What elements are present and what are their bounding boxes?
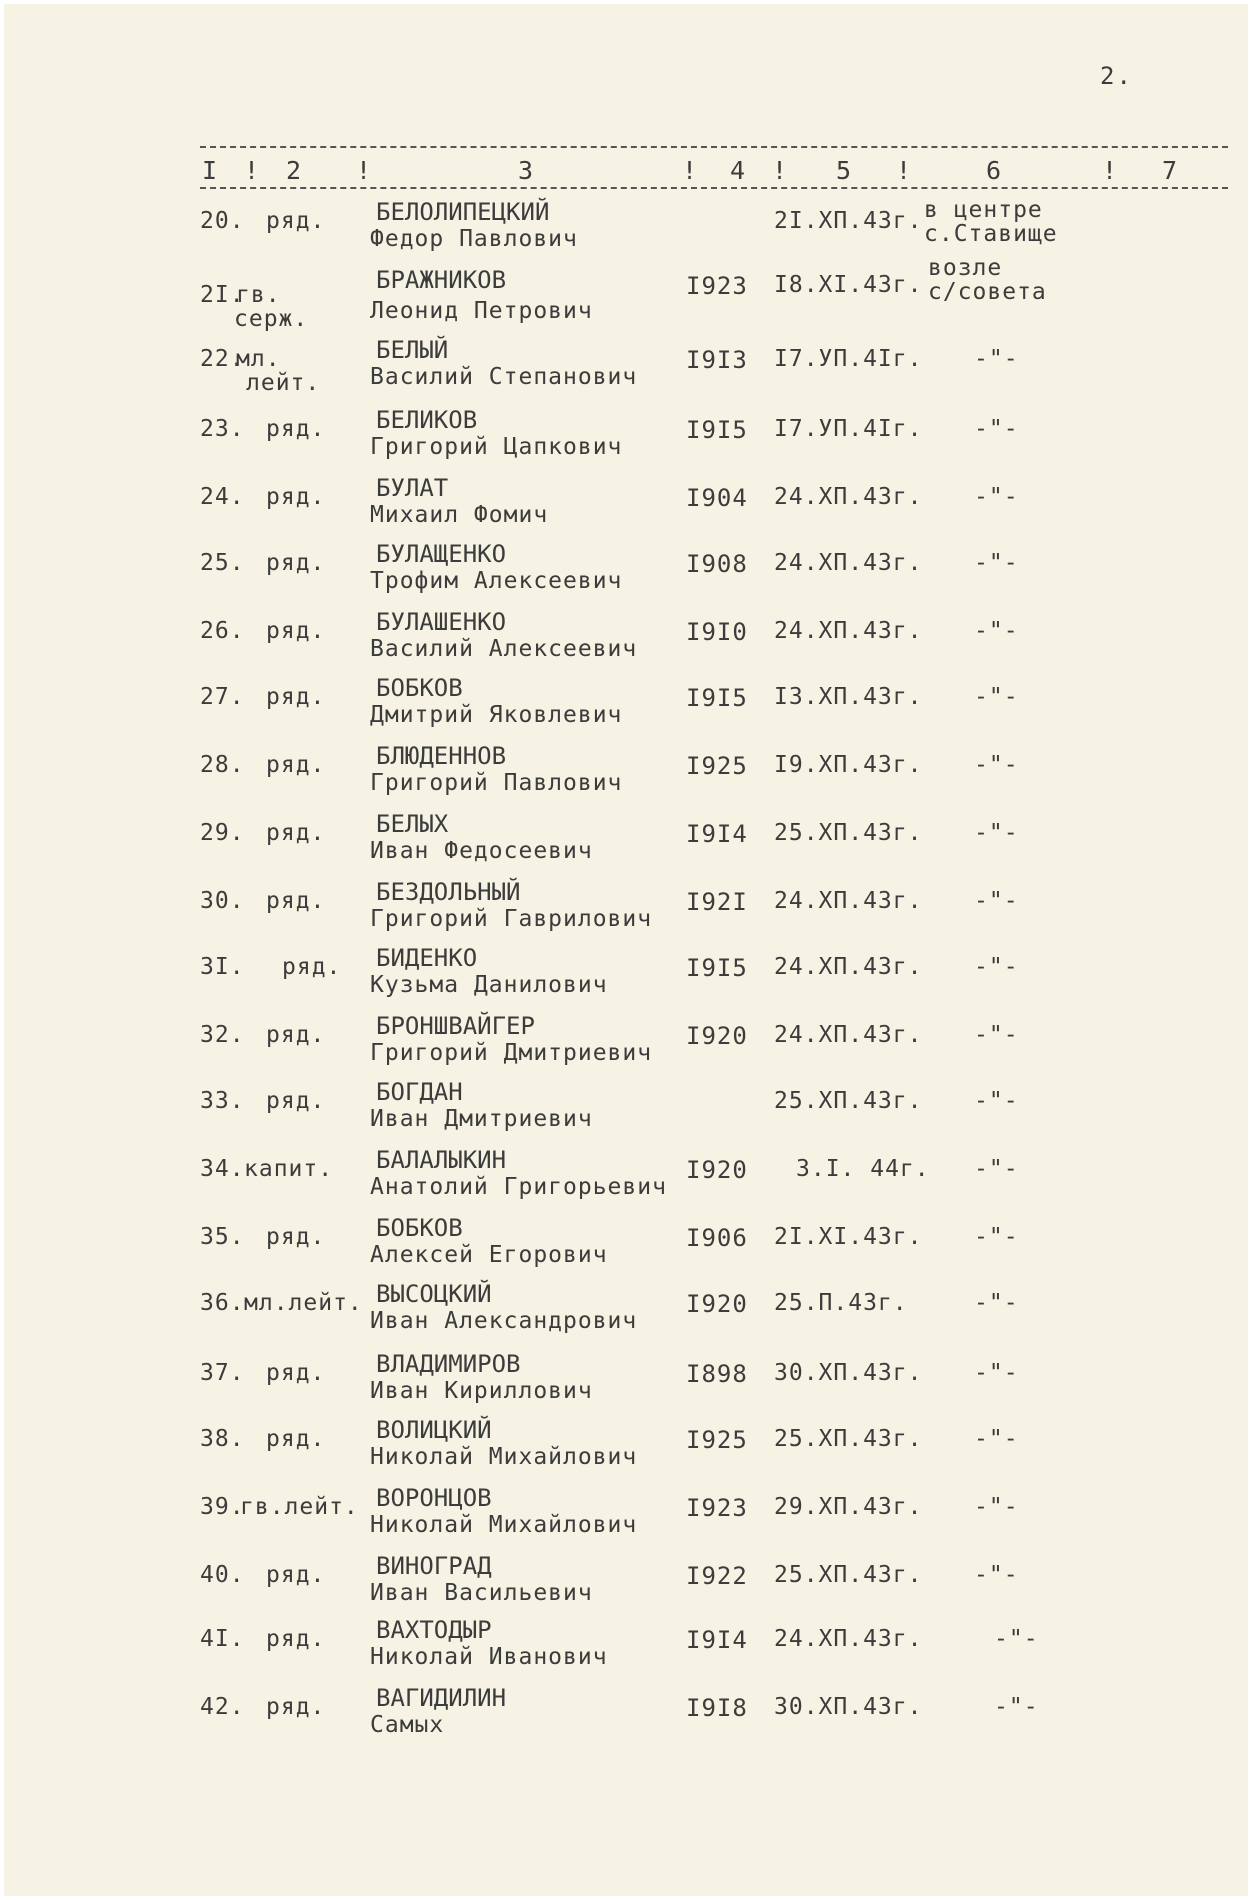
rank: ряд. [266, 1562, 326, 1588]
given-name: Василий Степанович [370, 364, 638, 390]
rank: ряд. [266, 484, 326, 510]
surname: БЛЮДЕННОВ [376, 742, 507, 770]
table-row [4, 540, 1248, 604]
table-row [4, 1350, 1248, 1414]
birth-year: I922 [686, 1562, 748, 1590]
rank: ряд. [266, 820, 326, 846]
row-number: 36. [200, 1290, 245, 1316]
surname: БУЛАЩЕНКО [376, 540, 507, 568]
column-header-row [200, 156, 1228, 184]
birth-year: I92I [686, 888, 748, 916]
given-name: Иван Дмитриевич [370, 1106, 593, 1132]
death-date: I3.ХП.43г. [774, 684, 923, 710]
birth-year: I920 [686, 1290, 748, 1318]
surname: БЕЛЫЙ [376, 336, 449, 364]
surname: БЕЛИКОВ [376, 406, 478, 434]
row-number: 30. [200, 888, 245, 914]
surname: ВАГИДИЛИН [376, 1684, 507, 1712]
given-name: Алексей Егорович [370, 1242, 608, 1268]
table-row [4, 1012, 1248, 1076]
surname: БРАЖНИКОВ [376, 266, 507, 294]
given-name: Кузьма Данилович [370, 972, 608, 998]
column-separator: ! [1102, 156, 1118, 185]
death-date: 30.ХП.43г. [774, 1360, 923, 1386]
burial-place: возле с/совета [928, 255, 1047, 305]
column-header-7: 7 [1162, 156, 1178, 185]
burial-place: -"- [974, 1562, 1019, 1588]
birth-year: I9I8 [686, 1694, 748, 1722]
birth-year: I898 [686, 1360, 748, 1388]
given-name: Григорий Цапкович [370, 434, 623, 460]
death-date: 24.ХП.43г. [774, 888, 923, 914]
burial-place: -"- [974, 752, 1019, 778]
surname: ВОЛИЦКИЙ [376, 1416, 492, 1444]
column-header-1: I [202, 156, 218, 185]
burial-place: -"- [974, 550, 1019, 576]
surname: БУЛАШЕНКО [376, 608, 507, 636]
table-row [4, 674, 1248, 738]
rank: ряд. [266, 1426, 326, 1452]
surname: БИДЕНКО [376, 944, 478, 972]
given-name: Николай Михайлович [370, 1512, 638, 1538]
rank: ряд. [266, 1022, 326, 1048]
column-separator: ! [356, 156, 372, 185]
table-row [4, 608, 1248, 672]
death-date: 25.ХП.43г. [774, 1088, 923, 1114]
table-row [4, 255, 1248, 332]
row-number: 38. [200, 1426, 245, 1452]
given-name: Иван Александрович [370, 1308, 638, 1334]
surname: БРОНШВАЙГЕР [376, 1012, 535, 1040]
table-row [4, 474, 1248, 538]
given-name: Иван Федосеевич [370, 838, 593, 864]
rank: ряд. [282, 954, 342, 980]
birth-year: I923 [686, 272, 748, 300]
birth-year: I920 [686, 1156, 748, 1184]
death-date: 29.ХП.43г. [774, 1494, 923, 1520]
burial-place: -"- [974, 820, 1019, 846]
table-row [4, 944, 1248, 1008]
burial-place: -"- [974, 1426, 1019, 1452]
birth-year: I9I4 [686, 1626, 748, 1654]
rank: ряд. [266, 684, 326, 710]
given-name: Николай Михайлович [370, 1444, 638, 1470]
surname: БЕЗДОЛЬНЫЙ [376, 878, 521, 906]
given-name: Трофим Алексеевич [370, 568, 623, 594]
column-separator: ! [682, 156, 698, 185]
death-date: 24.ХП.43г. [774, 1022, 923, 1048]
burial-place: -"- [974, 484, 1019, 510]
birth-year: I904 [686, 484, 748, 512]
table-row [4, 406, 1248, 470]
row-number: 33. [200, 1088, 245, 1114]
row-number: 23. [200, 416, 245, 442]
table-row [4, 1552, 1248, 1616]
death-date: 2I.ХП.43г. [774, 208, 923, 234]
burial-place: -"- [974, 1494, 1019, 1520]
burial-place: в центре с.Ставище [924, 197, 1058, 247]
death-date: 24.ХП.43г. [774, 550, 923, 576]
table-row [4, 1280, 1248, 1344]
given-name: Леонид Петрович [370, 298, 593, 324]
table-row [4, 1214, 1248, 1278]
birth-year: I908 [686, 550, 748, 578]
given-name: Василий Алексеевич [370, 636, 638, 662]
table-row [4, 810, 1248, 874]
birth-year: I925 [686, 752, 748, 780]
surname: ВЫСОЦКИЙ [376, 1280, 492, 1308]
rank: ряд. [266, 1626, 326, 1652]
birth-year: I9I5 [686, 954, 748, 982]
birth-year: I923 [686, 1494, 748, 1522]
column-header-4: 4 [730, 156, 746, 185]
table-row [4, 1484, 1248, 1548]
rank: ряд. [266, 208, 326, 234]
row-number: 34. [200, 1156, 245, 1182]
row-number: 24. [200, 484, 245, 510]
row-number: 4I. [200, 1626, 245, 1652]
column-separator: ! [896, 156, 912, 185]
birth-year: I9I3 [686, 346, 748, 374]
birth-year: I925 [686, 1426, 748, 1454]
birth-year: I920 [686, 1022, 748, 1050]
given-name: Анатолий Григорьевич [370, 1174, 667, 1200]
rank: ряд. [266, 888, 326, 914]
burial-place: -"- [974, 888, 1019, 914]
rank: ряд. [266, 1360, 326, 1386]
death-date: I9.ХП.43г. [774, 752, 923, 778]
column-separator: ! [772, 156, 788, 185]
burial-place: -"- [974, 346, 1019, 372]
row-number: 37. [200, 1360, 245, 1386]
surname: ВИНОГРАД [376, 1552, 492, 1580]
row-number: 39. [200, 1494, 245, 1520]
row-number: 2I. [200, 282, 245, 308]
burial-place: -"- [994, 1694, 1039, 1720]
given-name: Григорий Гаврилович [370, 906, 653, 932]
birth-year: I906 [686, 1224, 748, 1252]
page-number: 2. [1100, 62, 1133, 90]
given-name: Федор Павлович [370, 226, 578, 252]
death-date: 3.I. 44г. [796, 1156, 930, 1182]
birth-year: I9I5 [686, 416, 748, 444]
given-name: Николай Иванович [370, 1644, 608, 1670]
row-number: 35. [200, 1224, 245, 1250]
rank-continued: серж. [234, 306, 309, 332]
burial-place: -"- [974, 684, 1019, 710]
surname: БОБКОВ [376, 674, 463, 702]
table-row [4, 1146, 1248, 1210]
surname: ВЛАДИМИРОВ [376, 1350, 521, 1378]
row-number: 28. [200, 752, 245, 778]
rank: ряд. [266, 1224, 326, 1250]
given-name: Иван Васильевич [370, 1580, 593, 1606]
death-date: I7.УП.4Iг. [774, 416, 923, 442]
row-number: 3I. [200, 954, 245, 980]
rank: ряд. [266, 1088, 326, 1114]
burial-place: -"- [974, 1290, 1019, 1316]
burial-place: -"- [974, 1156, 1019, 1182]
death-date: 25.ХП.43г. [774, 820, 923, 846]
death-date: 24.ХП.43г. [774, 954, 923, 980]
row-number: 20. [200, 208, 245, 234]
rank: ряд. [266, 550, 326, 576]
header-bottom-rule [200, 187, 1228, 189]
table-row [4, 1416, 1248, 1480]
column-header-2: 2 [286, 156, 302, 185]
given-name: Иван Кириллович [370, 1378, 593, 1404]
birth-year: I9I0 [686, 618, 748, 646]
rank: мл. [236, 346, 281, 372]
given-name: Самых [370, 1712, 445, 1738]
row-number: 42. [200, 1694, 245, 1720]
table-row [4, 1684, 1248, 1748]
death-date: I7.УП.4Iг. [774, 346, 923, 372]
surname: БЕЛЫХ [376, 810, 449, 838]
death-date: 24.ХП.43г. [774, 484, 923, 510]
rank-continued: лейт. [246, 370, 321, 396]
column-separator: ! [244, 156, 260, 185]
column-header-5: 5 [836, 156, 852, 185]
given-name: Григорий Павлович [370, 770, 623, 796]
row-number: 29. [200, 820, 245, 846]
burial-place: -"- [974, 954, 1019, 980]
death-date: 24.ХП.43г. [774, 1626, 923, 1652]
death-date: I8.ХI.43г. [774, 272, 923, 298]
rank: гв. [236, 282, 281, 308]
table-row [4, 198, 1248, 262]
death-date: 25.П.43г. [774, 1290, 908, 1316]
birth-year: I9I5 [686, 684, 748, 712]
burial-place: -"- [974, 1360, 1019, 1386]
death-date: 2I.ХI.43г. [774, 1224, 923, 1250]
birth-year: I9I4 [686, 820, 748, 848]
table-row [4, 742, 1248, 806]
row-number: 25. [200, 550, 245, 576]
burial-place: -"- [974, 1022, 1019, 1048]
surname: ВАХТОДЫР [376, 1616, 492, 1644]
row-number: 27. [200, 684, 245, 710]
rank: ряд. [266, 416, 326, 442]
surname: БАЛАЛЫКИН [376, 1146, 507, 1174]
death-date: 25.ХП.43г. [774, 1426, 923, 1452]
death-date: 30.ХП.43г. [774, 1694, 923, 1720]
given-name: Григорий Дмитриевич [370, 1040, 653, 1066]
burial-place: -"- [974, 618, 1019, 644]
death-date: 24.ХП.43г. [774, 618, 923, 644]
surname: БЕЛОЛИПЕЦКИЙ [376, 198, 550, 226]
column-header-3: 3 [518, 156, 534, 185]
death-date: 25.ХП.43г. [774, 1562, 923, 1588]
document-page [4, 4, 1248, 1896]
table-row [4, 1078, 1248, 1142]
burial-place: -"- [974, 1088, 1019, 1114]
header-top-rule [200, 146, 1228, 148]
given-name: Михаил Фомич [370, 502, 549, 528]
surname: БОБКОВ [376, 1214, 463, 1242]
surname: БУЛАТ [376, 474, 449, 502]
rank: мл.лейт. [244, 1290, 363, 1316]
row-number: 40. [200, 1562, 245, 1588]
row-number: 26. [200, 618, 245, 644]
burial-place: -"- [974, 416, 1019, 442]
given-name: Дмитрий Яковлевич [370, 702, 623, 728]
burial-place: -"- [974, 1224, 1019, 1250]
table-row [4, 878, 1248, 942]
rank: гв.лейт. [240, 1494, 359, 1520]
row-number: 32. [200, 1022, 245, 1048]
rank: ряд. [266, 618, 326, 644]
surname: БОГДАН [376, 1078, 463, 1106]
rank: ряд. [266, 752, 326, 778]
row-number: 22. [200, 346, 245, 372]
burial-place: -"- [994, 1626, 1039, 1652]
surname: ВОРОНЦОВ [376, 1484, 492, 1512]
table-row [4, 1616, 1248, 1680]
column-header-6: 6 [986, 156, 1002, 185]
rank: ряд. [266, 1694, 326, 1720]
rank: капит. [244, 1156, 334, 1182]
table-row [4, 336, 1248, 400]
